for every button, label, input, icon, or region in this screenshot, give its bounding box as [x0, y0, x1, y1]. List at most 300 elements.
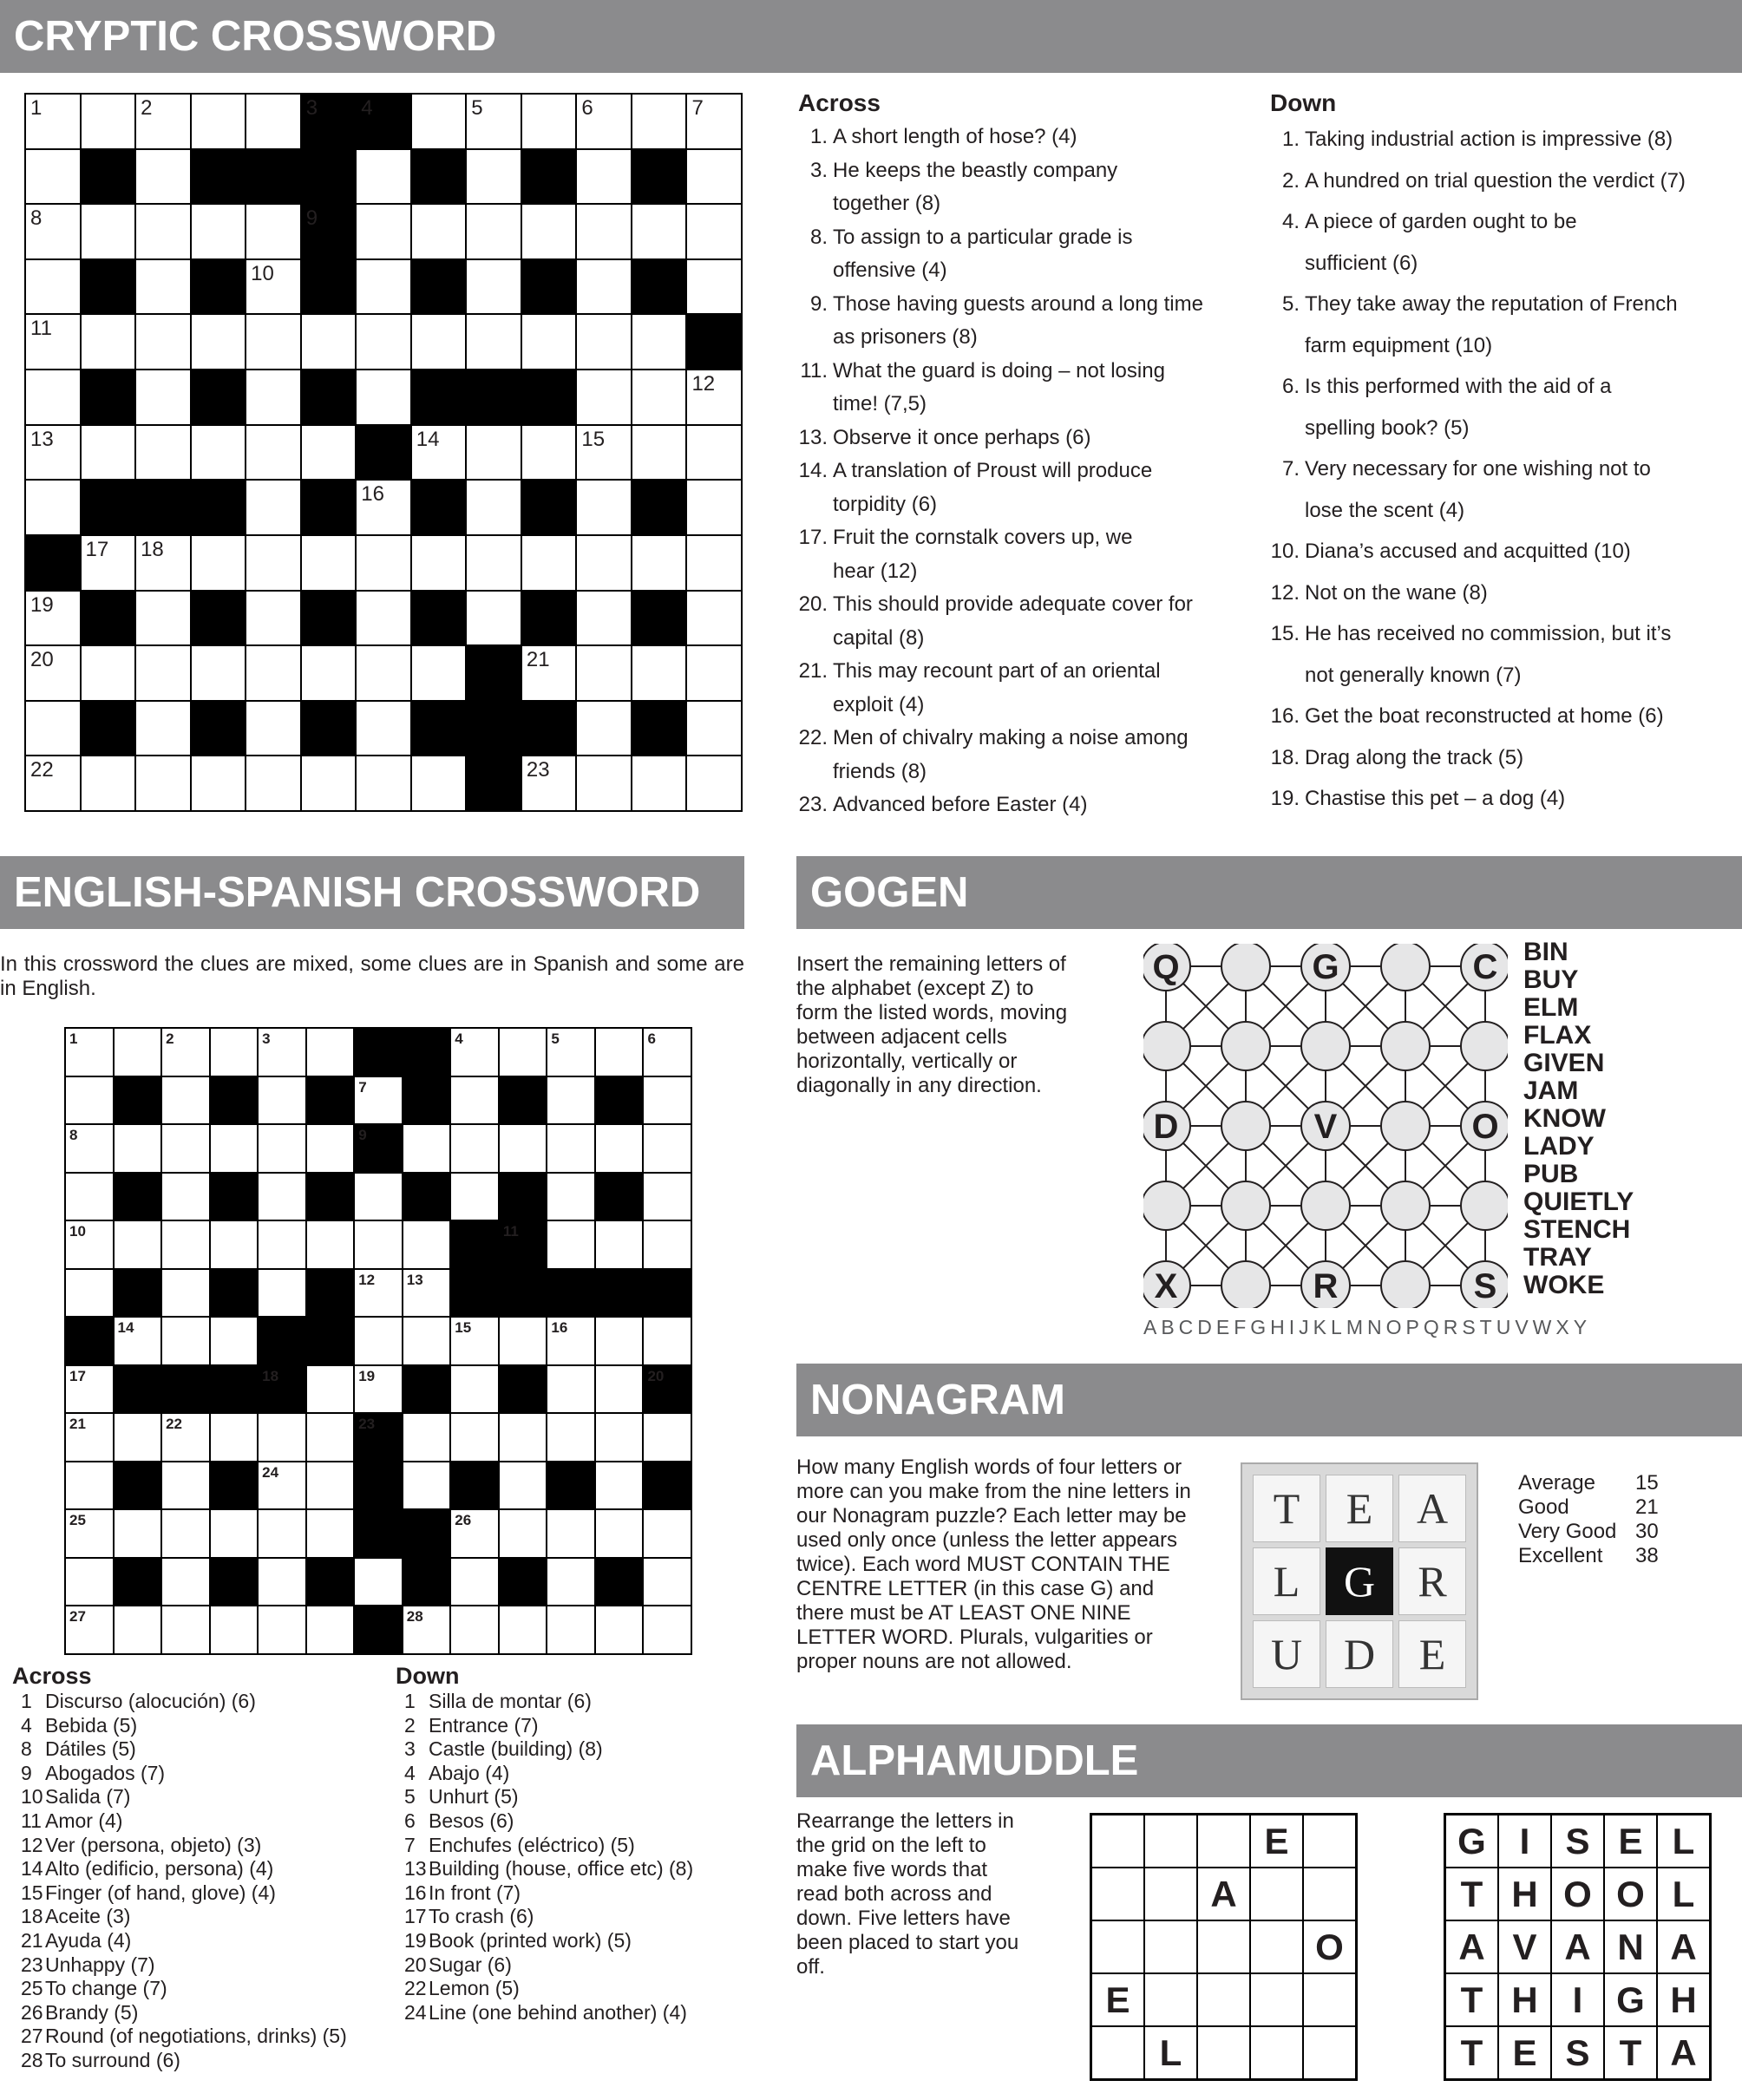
- crossword-cell[interactable]: [357, 260, 410, 314]
- crossword-cell[interactable]: [577, 592, 631, 645]
- crossword-cell[interactable]: [136, 205, 190, 258]
- gogen-cell[interactable]: [1461, 944, 1508, 991]
- crossword-cell[interactable]: [192, 315, 246, 369]
- crossword-cell[interactable]: [500, 1510, 547, 1557]
- gogen-cell[interactable]: [1461, 1022, 1508, 1070]
- crossword-cell[interactable]: [259, 1077, 305, 1124]
- crossword-cell[interactable]: [115, 1510, 161, 1557]
- crossword-cell[interactable]: [596, 1414, 643, 1461]
- gogen-cell[interactable]: [1301, 1102, 1350, 1150]
- crossword-cell[interactable]: [162, 1318, 209, 1364]
- crossword-cell[interactable]: [412, 315, 466, 369]
- answer-cell[interactable]: [1091, 1868, 1144, 1920]
- crossword-cell[interactable]: [162, 1077, 209, 1124]
- crossword-cell[interactable]: [451, 1510, 498, 1557]
- crossword-cell[interactable]: [246, 756, 300, 810]
- clue-number: 16: [404, 1881, 427, 1904]
- crossword-cell[interactable]: [162, 1221, 209, 1268]
- crossword-cell[interactable]: [259, 1174, 305, 1220]
- crossword-cell[interactable]: [246, 315, 300, 369]
- crossword-cell[interactable]: [192, 205, 246, 258]
- crossword-cell[interactable]: [451, 1414, 498, 1461]
- answer-cell[interactable]: E: [1091, 1973, 1144, 2026]
- crossword-cell[interactable]: [302, 315, 356, 369]
- crossword-cell[interactable]: [467, 481, 521, 534]
- black-square: [632, 481, 686, 534]
- crossword-cell[interactable]: [644, 1606, 691, 1653]
- crossword-cell[interactable]: [687, 260, 741, 314]
- crossword-cell[interactable]: [136, 370, 190, 424]
- crossword-cell[interactable]: [246, 481, 300, 534]
- crossword-cell[interactable]: [26, 370, 80, 424]
- crossword-cell[interactable]: [687, 592, 741, 645]
- crossword-cell[interactable]: [66, 1077, 113, 1124]
- crossword-cell[interactable]: [644, 1125, 691, 1172]
- crossword-cell[interactable]: [412, 536, 466, 590]
- crossword-cell[interactable]: [355, 1174, 402, 1220]
- gogen-cell[interactable]: [1381, 944, 1430, 991]
- clue-text: Round (of negotiations, drinks) (5): [45, 2025, 347, 2048]
- crossword-cell[interactable]: [687, 426, 741, 480]
- crossword-cell[interactable]: [687, 756, 741, 810]
- crossword-cell[interactable]: [522, 426, 576, 480]
- crossword-cell[interactable]: [467, 95, 521, 148]
- crossword-cell[interactable]: [192, 646, 246, 700]
- crossword-cell[interactable]: [192, 536, 246, 590]
- crossword-cell[interactable]: [644, 1559, 691, 1606]
- crossword-cell[interactable]: [467, 426, 521, 480]
- crossword-cell[interactable]: [357, 150, 410, 204]
- crossword-cell[interactable]: [26, 481, 80, 534]
- crossword-cell[interactable]: [162, 1125, 209, 1172]
- crossword-cell[interactable]: [547, 1606, 594, 1653]
- crossword-cell[interactable]: [259, 1510, 305, 1557]
- crossword-cell[interactable]: [451, 1125, 498, 1172]
- crossword-cell[interactable]: [82, 536, 135, 590]
- crossword-cell[interactable]: [259, 1606, 305, 1653]
- crossword-cell[interactable]: [66, 1029, 113, 1076]
- gogen-cell[interactable]: [1143, 1261, 1190, 1308]
- crossword-cell[interactable]: [467, 536, 521, 590]
- crossword-cell[interactable]: [577, 370, 631, 424]
- crossword-cell[interactable]: [687, 95, 741, 148]
- crossword-cell[interactable]: [136, 592, 190, 645]
- crossword-cell[interactable]: [577, 426, 631, 480]
- crossword-cell[interactable]: [687, 481, 741, 534]
- crossword-cell[interactable]: [259, 1462, 305, 1509]
- answer-cell[interactable]: E: [1250, 1815, 1303, 1868]
- crossword-cell[interactable]: [26, 95, 80, 148]
- score-label: Average: [1518, 1471, 1595, 1495]
- answer-cell[interactable]: [1303, 1815, 1356, 1868]
- crossword-cell[interactable]: [500, 1462, 547, 1509]
- crossword-cell[interactable]: [355, 1366, 402, 1413]
- crossword-cell[interactable]: [246, 646, 300, 700]
- crossword-cell[interactable]: [357, 481, 410, 534]
- crossword-cell[interactable]: [307, 1462, 354, 1509]
- crossword-cell[interactable]: [82, 756, 135, 810]
- answer-cell[interactable]: [1091, 2026, 1144, 2079]
- crossword-cell[interactable]: [246, 205, 300, 258]
- answer-cell[interactable]: [1144, 1868, 1197, 1920]
- crossword-cell[interactable]: [500, 1125, 547, 1172]
- crossword-cell[interactable]: [136, 95, 190, 148]
- gogen-cell[interactable]: [1143, 1102, 1190, 1150]
- crossword-cell[interactable]: [632, 315, 686, 369]
- crossword-cell[interactable]: [577, 481, 631, 534]
- crossword-cell[interactable]: [596, 1029, 643, 1076]
- crossword-cell[interactable]: [547, 1318, 594, 1364]
- crossword-cell[interactable]: [522, 315, 576, 369]
- crossword-cell[interactable]: [687, 536, 741, 590]
- crossword-cell[interactable]: [451, 1366, 498, 1413]
- crossword-cell[interactable]: [246, 426, 300, 480]
- crossword-cell[interactable]: [547, 1174, 594, 1220]
- crossword-cell[interactable]: [500, 1029, 547, 1076]
- crossword-cell[interactable]: [403, 1221, 450, 1268]
- crossword-cell[interactable]: [577, 756, 631, 810]
- crossword-cell[interactable]: [403, 1606, 450, 1653]
- crossword-cell[interactable]: [596, 1366, 643, 1413]
- crossword-cell[interactable]: [115, 1606, 161, 1653]
- gogen-cell[interactable]: [1381, 1261, 1430, 1308]
- crossword-cell[interactable]: [66, 1559, 113, 1606]
- gogen-cell[interactable]: [1301, 1261, 1350, 1308]
- crossword-cell[interactable]: [596, 1221, 643, 1268]
- crossword-cell[interactable]: [26, 756, 80, 810]
- crossword-cell[interactable]: [82, 426, 135, 480]
- crossword-cell[interactable]: [644, 1318, 691, 1364]
- crossword-cell[interactable]: [644, 1510, 691, 1557]
- crossword-cell[interactable]: [451, 1606, 498, 1653]
- crossword-cell[interactable]: [66, 1606, 113, 1653]
- crossword-cell[interactable]: [259, 1414, 305, 1461]
- answer-cell[interactable]: [1250, 2026, 1303, 2079]
- crossword-cell[interactable]: [577, 536, 631, 590]
- crossword-cell[interactable]: [211, 1125, 258, 1172]
- answer-cell[interactable]: [1091, 1815, 1144, 1868]
- crossword-cell[interactable]: [577, 150, 631, 204]
- gogen-cell[interactable]: [1301, 944, 1350, 991]
- crossword-cell[interactable]: [66, 1510, 113, 1557]
- crossword-cell[interactable]: [211, 1029, 258, 1076]
- clue-line: [798, 422, 1249, 455]
- crossword-cell[interactable]: [687, 702, 741, 756]
- crossword-cell[interactable]: [355, 1221, 402, 1268]
- gogen-cell[interactable]: [1461, 1102, 1508, 1150]
- answer-cell[interactable]: [1303, 1973, 1356, 2026]
- crossword-cell[interactable]: [577, 205, 631, 258]
- crossword-cell[interactable]: [451, 1029, 498, 1076]
- crossword-cell[interactable]: [115, 1125, 161, 1172]
- crossword-cell[interactable]: [162, 1462, 209, 1509]
- crossword-cell[interactable]: [82, 95, 135, 148]
- crossword-cell[interactable]: [211, 1318, 258, 1364]
- clue-number: 16: [361, 482, 384, 507]
- answer-cell[interactable]: [1250, 1973, 1303, 2026]
- gogen-cell[interactable]: [1221, 1261, 1270, 1308]
- crossword-cell[interactable]: [403, 1125, 450, 1172]
- gogen-cell[interactable]: [1143, 944, 1190, 991]
- crossword-cell[interactable]: [162, 1270, 209, 1317]
- crossword-cell[interactable]: [259, 1270, 305, 1317]
- crossword-cell[interactable]: [357, 702, 410, 756]
- crossword-cell[interactable]: [307, 1221, 354, 1268]
- crossword-cell[interactable]: [467, 150, 521, 204]
- crossword-cell[interactable]: [136, 150, 190, 204]
- gogen-cell[interactable]: [1301, 1181, 1350, 1230]
- crossword-cell[interactable]: [632, 370, 686, 424]
- crossword-cell[interactable]: [522, 756, 576, 810]
- crossword-cell[interactable]: [136, 426, 190, 480]
- crossword-cell[interactable]: [412, 95, 466, 148]
- crossword-cell[interactable]: [357, 315, 410, 369]
- crossword-cell[interactable]: [412, 426, 466, 480]
- crossword-cell[interactable]: [467, 260, 521, 314]
- crossword-cell[interactable]: [632, 756, 686, 810]
- alphamuddle-answer-grid: [1090, 1813, 1358, 2081]
- crossword-cell[interactable]: [246, 592, 300, 645]
- crossword-cell[interactable]: [644, 1077, 691, 1124]
- crossword-cell[interactable]: [162, 1559, 209, 1606]
- crossword-cell[interactable]: [26, 260, 80, 314]
- crossword-cell[interactable]: [66, 1366, 113, 1413]
- gogen-cell[interactable]: [1461, 1181, 1508, 1230]
- crossword-cell[interactable]: [259, 1125, 305, 1172]
- answer-cell[interactable]: [1144, 1973, 1197, 2026]
- crossword-cell[interactable]: [403, 1318, 450, 1364]
- crossword-cell[interactable]: [577, 646, 631, 700]
- crossword-cell[interactable]: [136, 260, 190, 314]
- crossword-cell[interactable]: [246, 536, 300, 590]
- answer-cell[interactable]: [1144, 1920, 1197, 1973]
- crossword-cell[interactable]: [522, 205, 576, 258]
- crossword-cell[interactable]: [82, 205, 135, 258]
- crossword-cell[interactable]: [136, 702, 190, 756]
- crossword-cell[interactable]: [136, 646, 190, 700]
- gogen-cell[interactable]: [1381, 1102, 1430, 1150]
- answer-cell[interactable]: [1144, 1815, 1197, 1868]
- crossword-cell[interactable]: [522, 536, 576, 590]
- answer-cell[interactable]: [1091, 1920, 1144, 1973]
- crossword-cell[interactable]: [66, 1125, 113, 1172]
- crossword-cell[interactable]: [26, 205, 80, 258]
- answer-cell[interactable]: [1303, 2026, 1356, 2079]
- crossword-cell[interactable]: [687, 646, 741, 700]
- crossword-cell[interactable]: [596, 1510, 643, 1557]
- crossword-cell[interactable]: [302, 536, 356, 590]
- crossword-cell[interactable]: [211, 1510, 258, 1557]
- crossword-cell[interactable]: [577, 260, 631, 314]
- crossword-cell[interactable]: [66, 1462, 113, 1509]
- crossword-cell[interactable]: [246, 370, 300, 424]
- crossword-cell[interactable]: [500, 1606, 547, 1653]
- crossword-cell[interactable]: [451, 1174, 498, 1220]
- crossword-cell[interactable]: [467, 205, 521, 258]
- gogen-cell[interactable]: [1221, 1102, 1270, 1150]
- crossword-cell[interactable]: [687, 150, 741, 204]
- answer-cell[interactable]: [1250, 1920, 1303, 1973]
- crossword-cell[interactable]: [687, 205, 741, 258]
- crossword-cell[interactable]: [307, 1125, 354, 1172]
- crossword-cell[interactable]: [246, 95, 300, 148]
- crossword-cell[interactable]: [547, 1366, 594, 1413]
- crossword-cell[interactable]: [136, 315, 190, 369]
- crossword-cell[interactable]: [302, 426, 356, 480]
- crossword-cell[interactable]: [357, 205, 410, 258]
- crossword-cell[interactable]: [355, 1559, 402, 1606]
- crossword-cell[interactable]: [547, 1077, 594, 1124]
- crossword-cell[interactable]: [412, 205, 466, 258]
- crossword-cell[interactable]: [403, 1414, 450, 1461]
- crossword-cell[interactable]: [259, 1221, 305, 1268]
- crossword-cell[interactable]: [136, 756, 190, 810]
- crossword-cell[interactable]: [547, 1221, 594, 1268]
- crossword-cell[interactable]: [259, 1029, 305, 1076]
- crossword-cell[interactable]: [577, 702, 631, 756]
- crossword-cell[interactable]: [162, 1414, 209, 1461]
- crossword-cell[interactable]: [632, 205, 686, 258]
- crossword-cell[interactable]: [357, 646, 410, 700]
- crossword-cell[interactable]: [403, 1462, 450, 1509]
- crossword-cell[interactable]: [644, 1174, 691, 1220]
- crossword-cell[interactable]: [211, 1606, 258, 1653]
- crossword-cell[interactable]: [500, 1318, 547, 1364]
- crossword-cell[interactable]: [451, 1318, 498, 1364]
- crossword-cell[interactable]: [522, 646, 576, 700]
- crossword-cell[interactable]: [403, 1270, 450, 1317]
- crossword-cell[interactable]: [500, 1414, 547, 1461]
- crossword-cell[interactable]: [82, 646, 135, 700]
- crossword-cell[interactable]: [687, 370, 741, 424]
- crossword-cell[interactable]: [357, 592, 410, 645]
- crossword-cell[interactable]: [136, 536, 190, 590]
- crossword-cell[interactable]: [246, 260, 300, 314]
- answer-cell[interactable]: [1197, 1815, 1250, 1868]
- crossword-cell[interactable]: [412, 756, 466, 810]
- crossword-cell[interactable]: [115, 1221, 161, 1268]
- crossword-cell[interactable]: [467, 315, 521, 369]
- crossword-cell[interactable]: [467, 592, 521, 645]
- crossword-cell[interactable]: [596, 1318, 643, 1364]
- answer-cell[interactable]: [1197, 2026, 1250, 2079]
- crossword-cell[interactable]: [307, 1606, 354, 1653]
- crossword-cell[interactable]: [451, 1077, 498, 1124]
- answer-cell[interactable]: [1303, 1868, 1356, 1920]
- crossword-cell[interactable]: [632, 646, 686, 700]
- crossword-cell[interactable]: [355, 1077, 402, 1124]
- crossword-cell[interactable]: [66, 1270, 113, 1317]
- crossword-cell[interactable]: [632, 536, 686, 590]
- crossword-cell[interactable]: [357, 370, 410, 424]
- crossword-cell[interactable]: [357, 536, 410, 590]
- crossword-cell[interactable]: [547, 1510, 594, 1557]
- crossword-cell[interactable]: [547, 1125, 594, 1172]
- gogen-cell[interactable]: [1221, 1181, 1270, 1230]
- crossword-cell[interactable]: [26, 150, 80, 204]
- answer-cell[interactable]: [1197, 1920, 1250, 1973]
- crossword-cell[interactable]: [259, 1559, 305, 1606]
- answer-cell[interactable]: O: [1303, 1920, 1356, 1973]
- crossword-cell[interactable]: [26, 646, 80, 700]
- crossword-cell[interactable]: [644, 1221, 691, 1268]
- clue-line: [396, 1881, 760, 1906]
- crossword-cell[interactable]: [66, 1221, 113, 1268]
- crossword-cell[interactable]: [355, 1270, 402, 1317]
- crossword-cell[interactable]: [162, 1606, 209, 1653]
- crossword-cell[interactable]: [302, 646, 356, 700]
- crossword-cell[interactable]: [307, 1510, 354, 1557]
- crossword-cell[interactable]: [211, 1414, 258, 1461]
- crossword-cell[interactable]: [644, 1414, 691, 1461]
- crossword-cell[interactable]: [115, 1318, 161, 1364]
- crossword-cell[interactable]: [115, 1414, 161, 1461]
- crossword-cell[interactable]: [302, 756, 356, 810]
- crossword-cell[interactable]: [547, 1414, 594, 1461]
- gogen-cell[interactable]: [1143, 1181, 1190, 1230]
- crossword-cell[interactable]: [192, 756, 246, 810]
- crossword-cell[interactable]: [596, 1462, 643, 1509]
- clue-number: 3.: [809, 158, 828, 182]
- crossword-cell[interactable]: [451, 1559, 498, 1606]
- crossword-cell[interactable]: [357, 756, 410, 810]
- crossword-cell[interactable]: [162, 1029, 209, 1076]
- crossword-cell[interactable]: [522, 95, 576, 148]
- crossword-cell[interactable]: [246, 702, 300, 756]
- crossword-cell[interactable]: [66, 1174, 113, 1220]
- crossword-cell[interactable]: [192, 426, 246, 480]
- crossword-cell[interactable]: [632, 95, 686, 148]
- gogen-cell[interactable]: [1461, 1261, 1508, 1308]
- crossword-cell[interactable]: [577, 315, 631, 369]
- crossword-cell[interactable]: [26, 315, 80, 369]
- answer-cell[interactable]: [1250, 1868, 1303, 1920]
- crossword-cell[interactable]: [307, 1366, 354, 1413]
- crossword-cell[interactable]: [115, 1029, 161, 1076]
- gogen-cell[interactable]: [1301, 1022, 1350, 1070]
- crossword-cell[interactable]: [162, 1510, 209, 1557]
- crossword-cell[interactable]: [632, 426, 686, 480]
- crossword-cell[interactable]: [211, 1221, 258, 1268]
- crossword-cell[interactable]: [192, 95, 246, 148]
- gogen-cell[interactable]: [1221, 1022, 1270, 1070]
- crossword-cell[interactable]: [577, 95, 631, 148]
- crossword-cell[interactable]: [644, 1029, 691, 1076]
- crossword-cell[interactable]: [162, 1174, 209, 1220]
- answer-cell[interactable]: [1197, 1973, 1250, 2026]
- crossword-cell[interactable]: [547, 1029, 594, 1076]
- crossword-cell[interactable]: [307, 1414, 354, 1461]
- gogen-cell[interactable]: [1221, 944, 1270, 991]
- crossword-cell[interactable]: [596, 1125, 643, 1172]
- crossword-cell[interactable]: [26, 702, 80, 756]
- crossword-cell[interactable]: [596, 1606, 643, 1653]
- crossword-cell[interactable]: [547, 1559, 594, 1606]
- letter-cell: H: [1657, 1973, 1710, 2026]
- crossword-cell[interactable]: [412, 646, 466, 700]
- crossword-cell[interactable]: [66, 1414, 113, 1461]
- gogen-cell[interactable]: [1381, 1022, 1430, 1070]
- answer-cell[interactable]: A: [1197, 1868, 1250, 1920]
- crossword-cell[interactable]: [355, 1318, 402, 1364]
- crossword-cell[interactable]: [307, 1029, 354, 1076]
- gogen-cell[interactable]: [1381, 1181, 1430, 1230]
- crossword-cell[interactable]: [82, 315, 135, 369]
- gogen-cell[interactable]: [1143, 1022, 1190, 1070]
- crossword-cell[interactable]: [26, 592, 80, 645]
- crossword-cell[interactable]: [26, 426, 80, 480]
- answer-cell[interactable]: L: [1144, 2026, 1197, 2079]
